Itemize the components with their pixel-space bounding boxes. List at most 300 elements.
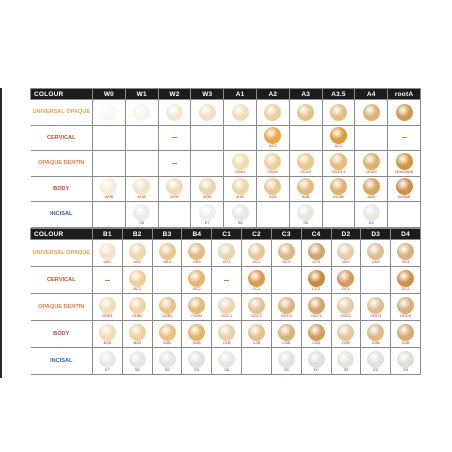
shade-swatch (232, 178, 249, 195)
shade-cell (224, 202, 257, 228)
shade-code: C4B (312, 339, 320, 345)
shade-cell (256, 176, 289, 202)
shade-cell (182, 267, 212, 294)
shade-cell (125, 176, 158, 202)
shade-cell (322, 202, 355, 228)
shade-cell (152, 321, 182, 348)
shade-swatch (278, 324, 295, 341)
shade-swatch (397, 351, 414, 368)
shade-code: ODC3 (280, 312, 292, 318)
shade-code: S8 (134, 366, 140, 372)
shade-cell (242, 348, 272, 375)
shade-swatch (248, 243, 265, 260)
shade-code: UC1 (222, 258, 231, 264)
shade-cell (152, 240, 182, 267)
shade-cell (361, 348, 391, 375)
shade-swatch (218, 243, 235, 260)
shade-code: E0 (313, 366, 319, 372)
shade-swatch (99, 297, 116, 314)
shade-swatch (297, 178, 314, 195)
shade-swatch (159, 324, 176, 341)
row-label: UNIVERSAL OPAQUE (31, 240, 93, 267)
shade-code: AC2 (334, 143, 343, 149)
shade-swatch (218, 297, 235, 314)
shade-cell (361, 240, 391, 267)
shade-code: E0 (368, 219, 374, 225)
shade-row (31, 240, 421, 267)
shade-cell (93, 267, 123, 294)
shade-swatch (188, 243, 205, 260)
shade-code: UB2 (133, 258, 142, 264)
shade-code: S9 (303, 219, 309, 225)
shade-swatch (397, 297, 414, 314)
shade-cell (158, 176, 191, 202)
shade-code: UD3 (371, 258, 380, 264)
shade-row (31, 125, 421, 151)
shade-row (31, 100, 421, 126)
shade-swatch (367, 297, 384, 314)
shade-column-header: A3.5 (322, 89, 355, 100)
shade-code: C3B (282, 339, 291, 345)
shade-swatch (129, 297, 146, 314)
shade-swatch (100, 104, 117, 121)
shade-code: S6 (139, 219, 145, 225)
shade-code: E7 (104, 366, 110, 372)
shade-code: ODB4 (191, 312, 203, 318)
shade-swatch (330, 127, 347, 144)
shade-cell (256, 100, 289, 126)
shade-cell (289, 100, 322, 126)
left-margin-bar (0, 88, 2, 378)
shade-code: UC2 (252, 258, 261, 264)
shade-code: UB4 (192, 258, 201, 264)
shade-swatch (159, 351, 176, 368)
shade-column-header: A2 (256, 89, 289, 100)
shade-cell (355, 202, 388, 228)
shade-code: D4B (401, 339, 410, 345)
shade-column-header: D2 (331, 229, 361, 240)
shade-cell (182, 321, 212, 348)
shade-code: A2B (269, 194, 277, 200)
shade-column-header: D3 (361, 229, 391, 240)
shade-column-header: C3 (271, 229, 301, 240)
shade-cell (93, 294, 123, 321)
shade-swatch (337, 351, 354, 368)
shade-cell (355, 125, 388, 151)
shade-column-header: C2 (242, 229, 272, 240)
shade-cell (212, 240, 242, 267)
shade-cell (125, 151, 158, 177)
shade-swatch (166, 178, 183, 195)
header-row (31, 229, 421, 240)
shade-code: B3B (163, 339, 171, 345)
shade-swatch (129, 324, 146, 341)
shade-column-header: C4 (301, 229, 331, 240)
shade-swatch (363, 153, 380, 170)
shade-swatch (248, 270, 265, 287)
shade-code: DC1 (341, 285, 350, 291)
shade-cell (158, 125, 191, 151)
shade-cell (391, 267, 421, 294)
colour-header: COLOUR (31, 89, 93, 100)
shade-cell (388, 176, 421, 202)
shade-column-header: B4 (182, 229, 212, 240)
shade-swatch (396, 104, 413, 121)
shade-column-header: W3 (191, 89, 224, 100)
shade-code: ODC1 (221, 312, 233, 318)
shade-cell (122, 240, 152, 267)
shade-swatch (397, 270, 414, 287)
shade-swatch (100, 178, 117, 195)
shade-cell (212, 267, 242, 294)
shade-swatch (188, 324, 205, 341)
shade-row (31, 267, 421, 294)
colour-header: COLOUR (31, 229, 93, 240)
shade-cell (271, 240, 301, 267)
row-label: BODY (31, 176, 93, 202)
shade-table-2 (30, 228, 421, 375)
shade-swatch (264, 178, 281, 195)
shade-cell (212, 294, 242, 321)
shade-cell (388, 125, 421, 151)
shade-cell (271, 267, 301, 294)
shade-code: UD4 (401, 258, 410, 264)
shade-swatch (218, 351, 235, 368)
shade-swatch (367, 351, 384, 368)
shade-cell (158, 100, 191, 126)
shade-code: ODA3.5 (331, 168, 346, 174)
shade-swatch (232, 204, 249, 221)
shade-code: B1B (103, 339, 112, 345)
shade-swatch (133, 204, 150, 221)
shade-cell (152, 267, 182, 294)
shade-column-header: C1 (212, 229, 242, 240)
shade-code: E7 (204, 219, 210, 225)
shade-cell (93, 100, 126, 126)
row-label: BODY (31, 321, 93, 348)
shade-code: rootAB (397, 194, 411, 200)
shade-cell (224, 176, 257, 202)
shade-code: ODD4 (399, 312, 412, 318)
shade-column-header: W2 (158, 89, 191, 100)
row-label: UNIVERSAL OPAQUE (31, 100, 93, 126)
shade-cell (271, 348, 301, 375)
shade-column-header: B2 (122, 229, 152, 240)
shade-cell (182, 240, 212, 267)
shade-code: S8 (237, 219, 243, 225)
shade-cell (301, 348, 331, 375)
row-label: OPAQUE DENTIN (31, 294, 93, 321)
shade-swatch (99, 243, 116, 260)
shade-cell (191, 202, 224, 228)
shade-swatch (278, 297, 295, 314)
shade-code: ODA3 (300, 168, 312, 174)
shade-cell (224, 125, 257, 151)
shade-cell (224, 151, 257, 177)
shade-code: ODB2 (131, 312, 143, 318)
shade-cell (391, 321, 421, 348)
shade-cell (301, 321, 331, 348)
shade-swatch (232, 153, 249, 170)
shade-swatch (308, 324, 325, 341)
shade-swatch (129, 351, 146, 368)
shade-swatch (363, 204, 380, 221)
shade-cell (289, 125, 322, 151)
shade-code: S9 (164, 366, 170, 372)
shade-cell (256, 151, 289, 177)
shade-swatch (159, 297, 176, 314)
shade-code: W3B (202, 194, 212, 200)
shade-cell (125, 202, 158, 228)
shade-column-header: B1 (93, 229, 123, 240)
shade-cell (152, 348, 182, 375)
shade-swatch (363, 104, 380, 121)
shade-cell (212, 348, 242, 375)
shade-swatch (264, 104, 281, 121)
shade-cell (391, 348, 421, 375)
shade-cell (256, 125, 289, 151)
shade-row (31, 294, 421, 321)
shade-cell (355, 151, 388, 177)
not-available-dash (224, 280, 229, 281)
shade-cell (122, 294, 152, 321)
shade-code: UC3 (282, 258, 291, 264)
shade-column-header: D4 (391, 229, 421, 240)
shade-cell (158, 202, 191, 228)
shade-cell (191, 100, 224, 126)
shade-cell (93, 151, 126, 177)
shade-code: W2B (170, 194, 179, 200)
shade-code: E0 (194, 366, 200, 372)
not-available-dash (172, 163, 177, 164)
row-label: INCISAL (31, 202, 93, 228)
shade-code: C2B (252, 339, 261, 345)
shade-swatch (188, 351, 205, 368)
shade-code: A3B (301, 194, 310, 200)
shade-row (31, 348, 421, 375)
shade-code: UD2 (341, 258, 350, 264)
shade-column-header: B3 (152, 229, 182, 240)
shade-cell (93, 202, 126, 228)
shade-code: UC4 (312, 258, 321, 264)
row-label: OPAQUE DENTIN (31, 151, 93, 177)
shade-cell (301, 240, 331, 267)
shade-table-1 (30, 88, 421, 228)
shade-code: S9 (403, 366, 408, 372)
row-label: CERVICAL (31, 125, 93, 151)
shade-code: A4B (367, 194, 376, 200)
shade-code: ODC4 (310, 312, 322, 318)
shade-code: ODC2 (250, 312, 263, 318)
shade-cell (301, 294, 331, 321)
shade-cell (242, 294, 272, 321)
shade-code: BC1 (133, 285, 142, 291)
shade-cell (331, 267, 361, 294)
shade-cell (242, 321, 272, 348)
shade-code: D2B (342, 339, 350, 345)
shade-swatch (218, 324, 235, 341)
shade-cell (191, 151, 224, 177)
shade-cell (289, 176, 322, 202)
shade-swatch (166, 104, 183, 121)
shade-swatch (188, 270, 205, 287)
shade-swatch (363, 178, 380, 195)
shade-code: A3.5B (333, 194, 344, 200)
shade-swatch (308, 297, 325, 314)
shade-swatch (99, 351, 116, 368)
shade-code: CC2 (312, 285, 321, 291)
shade-cell (322, 100, 355, 126)
shade-code: E0 (373, 366, 379, 372)
shade-cell (331, 321, 361, 348)
shade-cell (391, 294, 421, 321)
shade-row (31, 321, 421, 348)
shade-swatch (133, 104, 150, 121)
shade-cell (391, 240, 421, 267)
shade-swatch (330, 153, 347, 170)
shade-swatch (308, 351, 325, 368)
shade-swatch (396, 178, 413, 195)
shade-code: ODB3 (161, 312, 173, 318)
shade-code: D3B (371, 339, 380, 345)
shade-swatch (159, 243, 176, 260)
shade-swatch (367, 324, 384, 341)
shade-swatch (337, 324, 354, 341)
shade-cell (256, 202, 289, 228)
shade-swatch (129, 270, 146, 287)
shade-cell (322, 176, 355, 202)
shade-cell (322, 151, 355, 177)
shade-cell (212, 321, 242, 348)
shade-row (31, 176, 421, 202)
shade-swatch (188, 297, 205, 314)
shade-cell (301, 267, 331, 294)
shade-cell (361, 321, 391, 348)
shade-cell (271, 321, 301, 348)
shade-code: ODA2 (267, 168, 279, 174)
shade-code: B2B (133, 339, 141, 345)
shade-code: B4B (193, 339, 201, 345)
shade-cell (242, 267, 272, 294)
shade-cell (388, 202, 421, 228)
shade-swatch (297, 204, 314, 221)
shade-column-header: A1 (224, 89, 257, 100)
shade-cell (355, 176, 388, 202)
shade-code: DC2 (401, 285, 410, 291)
shade-code: ODA1 (234, 168, 246, 174)
shade-cell (182, 294, 212, 321)
shade-swatch (397, 243, 414, 260)
shade-swatch (199, 104, 216, 121)
shade-code: ODA4 (365, 168, 377, 174)
shade-column-header: A3 (289, 89, 322, 100)
shade-column-header: W1 (125, 89, 158, 100)
shade-cell (331, 240, 361, 267)
shade-swatch (278, 243, 295, 260)
shade-swatch (264, 153, 281, 170)
shade-swatch (337, 243, 354, 260)
shade-cell (152, 294, 182, 321)
shade-swatch (337, 270, 354, 287)
shade-column-header: A4 (355, 89, 388, 100)
shade-cell (93, 348, 123, 375)
shade-code: C1B (222, 339, 231, 345)
shade-cell (122, 348, 152, 375)
shade-code: A1B (236, 194, 244, 200)
shade-swatch (330, 104, 347, 121)
shade-cell (191, 125, 224, 151)
shade-column-header: W0 (93, 89, 126, 100)
shade-cell (93, 240, 123, 267)
shade-cell (289, 151, 322, 177)
shade-code: BC2 (192, 285, 201, 291)
shade-cell (289, 202, 322, 228)
not-available-dash (105, 280, 110, 281)
shade-code: AC1 (268, 143, 277, 149)
shade-swatch (397, 324, 414, 341)
shade-swatch (133, 178, 150, 195)
shade-cell (271, 294, 301, 321)
shade-swatch (99, 324, 116, 341)
shade-swatch (248, 324, 265, 341)
shade-cell (355, 100, 388, 126)
shade-cell (242, 240, 272, 267)
shade-row (31, 202, 421, 228)
shade-cell (122, 267, 152, 294)
shade-cell (182, 348, 212, 375)
shade-swatch (297, 104, 314, 121)
shade-code: W0B (104, 194, 114, 200)
shade-column-header: rootA (388, 89, 421, 100)
shade-cell (93, 125, 126, 151)
shade-cell (122, 321, 152, 348)
shade-swatch (199, 178, 216, 195)
shade-code: UB3 (163, 258, 171, 264)
shade-code: UB1 (103, 258, 112, 264)
shade-row (31, 151, 421, 177)
shade-cell (388, 100, 421, 126)
shade-code: ODD2 (340, 312, 352, 318)
shade-cell (93, 321, 123, 348)
shade-swatch (337, 297, 354, 314)
shade-swatch (129, 243, 146, 260)
shade-cell (361, 294, 391, 321)
shade-cell (125, 125, 158, 151)
not-available-dash (402, 137, 407, 138)
shade-code: ODB1 (101, 312, 113, 318)
shade-cell (322, 125, 355, 151)
shade-swatch (199, 204, 216, 221)
shade-swatch (330, 178, 347, 195)
shade-cell (224, 100, 257, 126)
shade-swatch (232, 104, 249, 121)
row-label: INCISAL (31, 348, 93, 375)
shade-cell (361, 267, 391, 294)
shade-cell (125, 100, 158, 126)
shade-swatch (264, 127, 281, 144)
shade-swatch (278, 351, 295, 368)
shade-code: ODD3 (370, 312, 382, 318)
shade-swatch (367, 243, 384, 260)
shade-swatch (308, 243, 325, 260)
shade-swatch (308, 270, 325, 287)
shade-cell (388, 151, 421, 177)
shade-code: ODrootAB (394, 168, 414, 174)
shade-code: CC1 (252, 285, 261, 291)
header-row (31, 89, 421, 100)
shade-code: S8 (224, 366, 230, 372)
shade-code: S9 (343, 366, 349, 372)
